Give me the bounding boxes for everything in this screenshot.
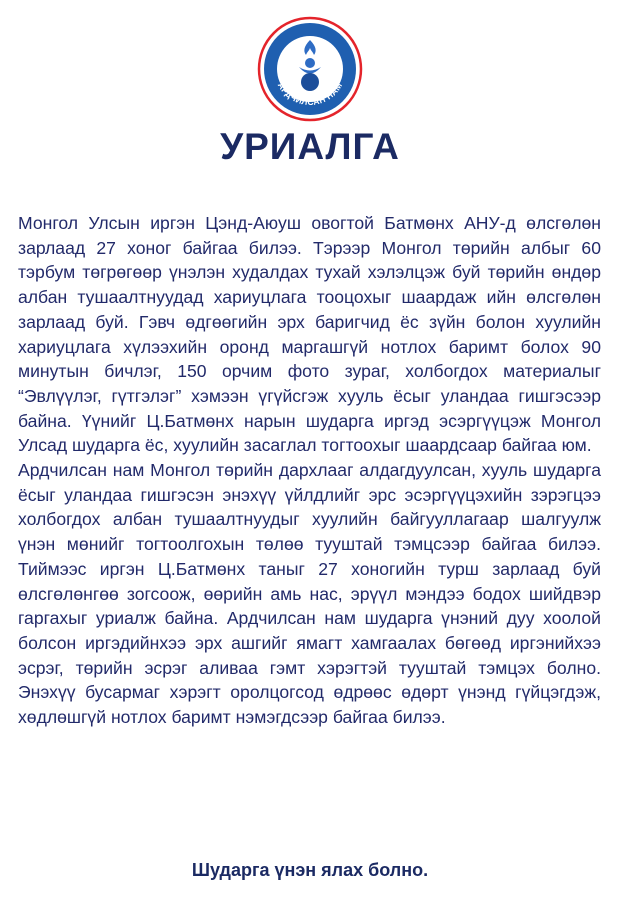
logo-core-disc — [301, 73, 319, 91]
paragraph-1: Монгол Улсын иргэн Цэнд-Аюуш овогтой Батмөнх АНУ-д өлсгөлөн зарлаад 27 хоног байгаа билээ. Тэрээр Монгол төрийн албыг 60 тэрбум төгрөгөөр үнэлэн худалдах тухай хэлэлцэж буй төрийн өндөр албан тушаалтнуудад хариуцлага тооцохыг шаардаж ийн өлсгөлөн зарлаад буй. Гэвч өдгөөгийн эрх баригчид ёс зүйн болон хуулийн хариуцлага хүлээхийн оронд маргашгүй нотлох баримт болох 90 минутын бичлэг, 150 орчим фото зураг, холбогдох материалыг “Эвлүүлэг, гүтгэлэг” хэмээн үгүйсгэж хууль ёсыг уландаа гишгэсээр байна. Үүнийг Ц.Батмөнх нарын шударга иргэд эсэргүүцэж Монгол Улсад шударга ёс, хуулийн засаглал тогтоохыг шаардсаар байгаа юм. — [18, 213, 601, 456]
appeal-body — [18, 211, 601, 730]
party-logo — [257, 16, 363, 122]
sun-icon — [305, 58, 315, 68]
paragraph-2: Ардчилсан нам Монгол төрийн дархлааг алдагдуулсан, хууль шударга ёсыг уландаа гишгэсэн энэхүү үйлдлийг эрс эсэргүүцэхийн зэрэгцээ холбогдох албан тушаалтнуудыг хуулийн байгууллагаар шалгуулж үнэн мөнийг тогтоолгохын төлөө тууштай тэмцсээр байгаа билээ. Тиймээс иргэн Ц.Батмөнх таныг 27 хоногийн турш зарлаад буй өлсгөлөнгөө зогсоож, өөрийн амь нас, эрүүл мэндээ бодох шийдвэр гаргахыг уриалж байна. Ардчилсан нам шударга үнэний дуу хоолой болсон иргэдийнхээ эрх ашгийг ямагт хамгаалах бөгөөд иргэнийхээ эсрэг, төрийн эсрэг аливаа гэмт хэрэгтэй тууштай тэмцэх болно. Энэхүү бусармаг хэрэгт оролцогсод өдрөөс өдөрт үнэнд гүйцэгдэж, хөдлөшгүй нотлох баримт нэмэгдсээр байгаа билээ. — [18, 460, 601, 728]
logo-ring-text: АРДЧИЛСАН НАМ — [275, 80, 345, 108]
closing-slogan: Шударга үнэн ялах болно. — [191, 860, 429, 880]
page-title: УРИАЛГА — [220, 126, 400, 167]
